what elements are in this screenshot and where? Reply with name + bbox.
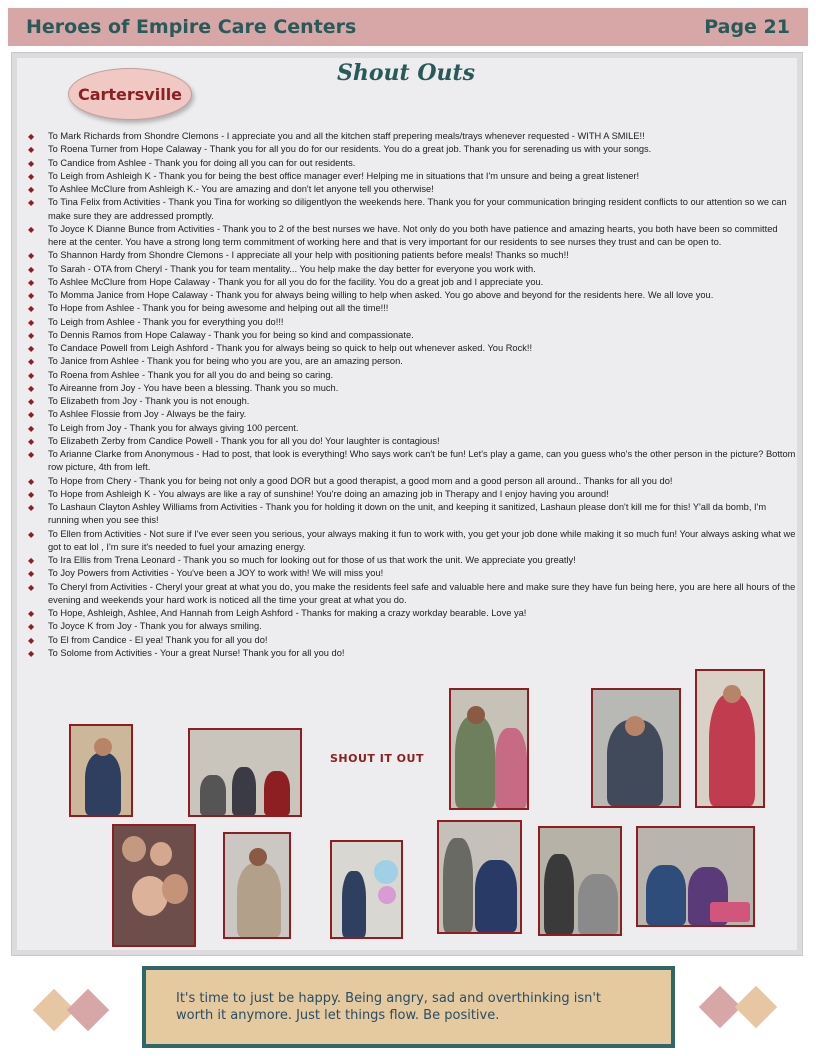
shoutout-item: ◆ To Elizabeth from Joy - Thank you is not enough.: [28, 395, 798, 408]
shoutout-item: ◆ To Ashlee McClure from Hope Calaway - Thank you for all you do for the facility. You do a great job and I appreciate you.: [28, 276, 798, 289]
photo: [223, 832, 291, 939]
photo: [69, 724, 133, 817]
shoutout-item: ◆ To Hope from Chery - Thank you for being not only a good DOR but a good therapist, a good mom and a good person all around.. Thanks for all you do!: [28, 475, 798, 488]
shoutout-item: ◆ To Aireanne from Joy - You have been a blessing. Thank you so much.: [28, 382, 798, 395]
shoutout-item: ◆ To El from Candice - El yea! Thank you for all you do!: [28, 634, 798, 647]
shoutout-item: ◆ To Momma Janice from Hope Calaway - Thank you for always being willing to help when asked. You go above and beyond for the residents here. We all love you.: [28, 289, 798, 302]
shoutout-item: ◆ To Janice from Ashlee - Thank you for being who you are you, are an amazing person.: [28, 355, 798, 368]
photo: [112, 824, 196, 947]
newsletter-title: Heroes of Empire Care Centers: [26, 16, 357, 38]
shoutout-item: ◆ To Ellen from Activities - Not sure if I've ever seen you serious, your always making it fun to work with, you get your job done while making it so much fun! Your always asking what we got to eat lol , I'm sure it's needed to fuel your amazing energy.: [28, 528, 798, 555]
section-heading: Shout Outs: [336, 60, 476, 86]
photo: [591, 688, 681, 808]
shoutout-item: ◆ To Cheryl from Activities - Cheryl your great at what you do, you make the residents feel safe and valuable here and make sure they have fun being here, you are here all hours of the evening and weekends your hard work is noticed all the time your great at what you do.: [28, 581, 798, 608]
shoutout-item: ◆ To Candace Powell from Leigh Ashford - Thank you for always being so quick to help out whenever asked. You Rock!!: [28, 342, 798, 355]
shoutout-list: [28, 130, 798, 660]
photo: [636, 826, 755, 927]
shoutout-item: ◆ To Joyce K Dianne Bunce from Activities - Thank you to 2 of the best nurses we have. Not only do you both have patience and amazing hearts, you both have been so committed here at the center. You have a strong long term commitment of working here and that is very important for our residents to see nurses they trust and can be open to.: [28, 223, 798, 250]
photo: [449, 688, 529, 810]
location-badge-label: Cartersville: [77, 84, 183, 104]
shoutout-item: ◆ To Mark Richards from Shondre Clemons - I appreciate you and all the kitchen staff prepering meals/trays whenever requested - WITH A SMILE!!: [28, 130, 798, 143]
decorative-diamond: [735, 986, 777, 1028]
quote-text: It's time to just be happy. Being angry, sad and overthinking isn't worth it anymore. Just let things flow. Be positive.: [176, 991, 602, 1023]
shoutout-item: ◆ To Joyce K from Joy - Thank you for always smiling.: [28, 620, 798, 633]
shoutout-item: ◆ To Lashaun Clayton Ashley Williams from Activities - Thank you for holding it down on the unit, and keeping it sanitized, Lashaun please don't kill me for this! Y'all da bomb, I'm running when you see this!: [28, 501, 798, 528]
shoutout-item: ◆ To Ashlee Flossie from Joy - Always be the fairy.: [28, 408, 798, 421]
photo: [437, 820, 522, 934]
page-header: [8, 8, 808, 46]
shoutout-item: ◆ To Ira Ellis from Trena Leonard - Thank you so much for looking out for those of us that work the unit. We appreciate you greatly!: [28, 554, 798, 567]
shoutout-item: ◆ To Leigh from Ashleigh K - Thank you for being the best office manager ever! Helping me in situations that I'm unsure and being a great listener!: [28, 170, 798, 183]
shoutout-item: ◆ To Candice from Ashlee - Thank you for doing all you can for out residents.: [28, 157, 798, 170]
photo: [695, 669, 765, 808]
shoutout-item: ◆ To Shannon Hardy from Shondre Clemons - I appreciate all your help with positioning patients before meals! Thanks so much!!: [28, 249, 798, 262]
shoutout-item: ◆ To Leigh from Joy - Thank you for always giving 100 percent.: [28, 422, 798, 435]
shoutout-item: ◆ To Solome from Activities - Your a great Nurse! Thank you for all you do!: [28, 647, 798, 660]
shoutout-item: ◆ To Hope from Ashlee - Thank you for being awesome and helping out all the time!!!: [28, 302, 798, 315]
shoutout-item: ◆ To Arianne Clarke from Anonymous - Had to post, that look is everything! Who says work can't be fun! Let's play a game, can you guess who's the other person in the picture? Bottom row picture, 4th from left.: [28, 448, 798, 475]
shoutout-item: ◆ To Dennis Ramos from Hope Calaway - Thank you for being so kind and compassionate.: [28, 329, 798, 342]
shoutout-item: ◆ To Roena from Ashlee - Thank you for all you do and being so caring.: [28, 369, 798, 382]
shoutout-item: ◆ To Elizabeth Zerby from Candice Powell - Thank you for all you do! Your laughter is contagious!: [28, 435, 798, 448]
shout-it-out-label: SHOUT IT OUT: [330, 752, 424, 765]
decorative-diamond: [67, 989, 109, 1031]
shoutout-item: ◆ To Sarah - OTA from Cheryl - Thank you for team mentality... You help make the day better for everyone you work with.: [28, 263, 798, 276]
shoutout-item: ◆ To Joy Powers from Activities - You've been a JOY to work with! We will miss you!: [28, 567, 798, 580]
location-badge: [68, 68, 192, 120]
shoutout-item: ◆ To Leigh from Ashlee - Thank you for everything you do!!!: [28, 316, 798, 329]
shoutout-item: ◆ To Hope from Ashleigh K - You always are like a ray of sunshine! You're doing an amazing job in Therapy and I enjoy having you around!: [28, 488, 798, 501]
shoutout-item: ◆ To Hope, Ashleigh, Ashlee, And Hannah from Leigh Ashford - Thanks for making a crazy workday bearable. Love ya!: [28, 607, 798, 620]
photo: [538, 826, 622, 936]
photo: [330, 840, 403, 939]
shoutout-item: ◆ To Tina Felix from Activities - Thank you Tina for working so diligentlyon the weekends here. Thank you for your communication bringing resident conflicts to our attention so we can make sure they are addressed promptly.: [28, 196, 798, 223]
page-number: Page 21: [704, 16, 790, 38]
photo: [188, 728, 302, 817]
quote-box: [142, 966, 675, 1048]
shoutout-item: ◆ To Ashlee McClure from Ashleigh K.- You are amazing and don't let anyone tell you otherwise!: [28, 183, 798, 196]
shoutout-item: ◆ To Roena Turner from Hope Calaway - Thank you for all you do for our residents. You do a great job. Thank you for serenading us with your songs.: [28, 143, 798, 156]
